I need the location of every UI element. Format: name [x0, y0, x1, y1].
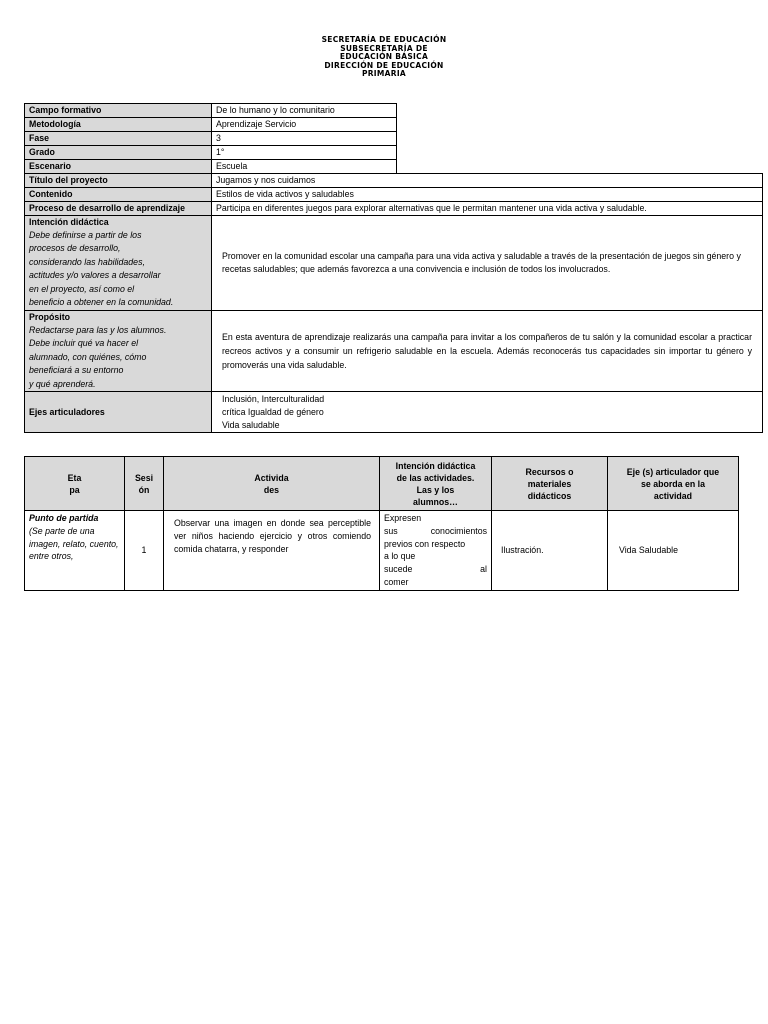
row-intencion	[25, 216, 763, 311]
sesion-cell: 1	[125, 511, 164, 591]
titulo-value: Jugamos y nos cuidamos	[212, 174, 763, 188]
header-line: PRIMARIA	[361, 69, 407, 78]
recursos-cell: Ilustración.	[492, 511, 608, 591]
fase-value: 3	[212, 132, 397, 146]
table-row	[25, 511, 739, 591]
project-info-table	[24, 103, 763, 433]
grado-label: Grado	[25, 146, 212, 160]
escenario-label: Escenario	[25, 160, 212, 174]
proposito-label: Propósito	[29, 312, 71, 322]
header-line: DIRECCIÓN DE EDUCACIÓN	[324, 60, 444, 70]
metodologia-label: Metodología	[25, 118, 212, 132]
header-eje: Eje (s) articulador que se aborda en la actividad	[608, 457, 739, 511]
contenido-value: Estilos de vida activos y saludables	[212, 188, 763, 202]
ejes-label: Ejes articuladores	[25, 392, 212, 433]
intencion-hint: Debe definirse a partir de los procesos de desarrollo, considerando las habilidades, actitudes y/o valores a desarrollar en el proyecto, así como el beneficio a obtener en la comunidad.	[29, 230, 174, 308]
campo-value: De lo humano y lo comunitario	[212, 104, 397, 118]
fase-label: Fase	[25, 132, 212, 146]
intencion-cell	[25, 216, 212, 311]
header-line: SUBSECRETARÍA DE	[340, 43, 428, 53]
etapa-title: Punto de partida	[29, 513, 99, 523]
header-recursos: Recursos o materiales didácticos	[492, 457, 608, 511]
actividad-cell: Observar una imagen en donde sea perceptible ver niños haciendo ejercicio y otros comiendo comida chatarra, y responder	[164, 511, 380, 591]
row-campo	[25, 104, 763, 118]
plan-header-row	[25, 457, 739, 511]
intencion-label: Intención didáctica	[29, 217, 109, 227]
titulo-label: Título del proyecto	[25, 174, 212, 188]
row-escenario	[25, 160, 763, 174]
row-fase	[25, 132, 763, 146]
intencion-cell: Expresen sus conocimientos previos con respecto a lo que sucede al comer	[380, 511, 492, 591]
proceso-label: Proceso de desarrollo de aprendizaje	[25, 202, 212, 216]
proposito-hint: Redactarse para las y los alumnos. Debe incluir qué va hacer el alumnado, con quiénes, cómo beneficiará a su entorno y qué aprenderá.	[29, 325, 167, 389]
proposito-value: En esta aventura de aprendizaje realizarás una campaña para invitar a los compañeros de tu salón y la comunidad escolar a practicar recreos activos y a consumir un refrigerio saludable en la escuela. Además reconocerás tus capacidades sin importar tu género y promoverás una vida saludable.	[212, 311, 763, 392]
header-sesion: Sesi ón	[125, 457, 164, 511]
row-titulo	[25, 174, 763, 188]
etapa-cell	[25, 511, 125, 591]
intencion-value: Promover en la comunidad escolar una campaña para una vida activa y saludable a través de la presentación de juegos sin género y recetas saludables; que además favorezca a una convivencia e inclusión de todos los involucrados.	[212, 216, 763, 311]
campo-label: Campo formativo	[25, 104, 212, 118]
row-proposito	[25, 311, 763, 392]
ejes-value: Inclusión, Interculturalidad crítica Igualdad de género Vida saludable	[212, 392, 763, 433]
header-line: SECRETARÍA DE EDUCACIÓN	[321, 35, 447, 44]
header-actividades: Activida des	[164, 457, 380, 511]
etapa-description: (Se parte de una imagen, relato, cuento, entre otros,	[29, 525, 119, 562]
escenario-value: Escuela	[212, 160, 397, 174]
eje-cell: Vida Saludable	[608, 511, 739, 591]
header-intencion: Intención didáctica de las actividades. Las y los alumnos…	[380, 457, 492, 511]
activity-plan-table	[24, 456, 739, 591]
header-line: EDUCACIÓN BÁSICA	[339, 52, 429, 61]
header-etapa: Eta pa	[25, 457, 125, 511]
row-contenido	[25, 188, 763, 202]
row-metodologia	[25, 118, 763, 132]
proposito-cell	[25, 311, 212, 392]
metodologia-value: Aprendizaje Servicio	[212, 118, 397, 132]
document-header	[0, 36, 768, 79]
row-grado	[25, 146, 763, 160]
row-proceso	[25, 202, 763, 216]
grado-value: 1°	[212, 146, 397, 160]
contenido-label: Contenido	[25, 188, 212, 202]
row-ejes	[25, 392, 763, 433]
proceso-value: Participa en diferentes juegos para explorar alternativas que le permitan mantener una vida activa y saludable.	[212, 202, 763, 216]
